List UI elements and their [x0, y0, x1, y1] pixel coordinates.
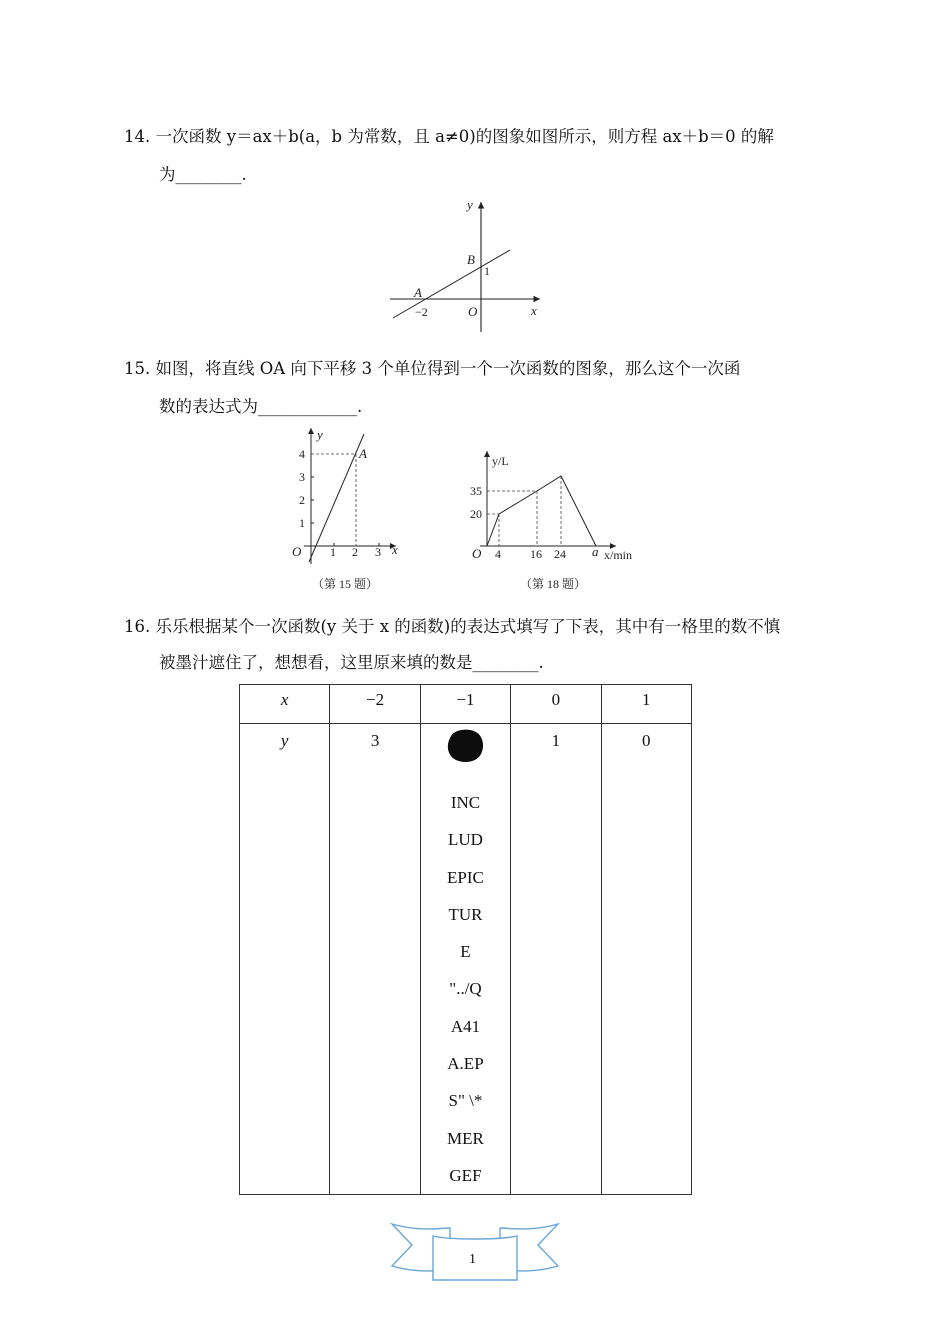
y-tick-label: 2 [299, 493, 305, 507]
origin-label: O [472, 546, 482, 561]
x-axis-label: x [392, 542, 398, 557]
x-tick-label: 3 [375, 545, 381, 559]
volume-polyline [487, 476, 596, 546]
table-cell: x [240, 685, 330, 724]
table-row-y [240, 724, 692, 1195]
page-number: 1 [469, 1252, 476, 1267]
table-row-x [240, 685, 692, 724]
question-text-line2: 数的表达式为____________. [159, 397, 363, 416]
y-tick-label: 3 [299, 470, 305, 484]
y-axis-label: y/L [492, 454, 509, 468]
table-cell: 1 [601, 685, 691, 724]
figure-q15-graph [286, 424, 416, 596]
function-line [393, 250, 510, 318]
question-text-line1: 乐乐根据某个一次函数(y 关于 x 的函数)的表达式填写了下表，其中有一格里的数不慎 [155, 617, 781, 636]
x-tick-label: 2 [352, 545, 358, 559]
tick-label-1: 1 [484, 264, 490, 278]
field-code-text: E [460, 942, 471, 962]
point-A-label: A [414, 285, 422, 300]
field-code-text: LUD [448, 830, 483, 850]
table-cell-ink-covered [420, 724, 510, 1195]
table-cell: −1 [420, 685, 510, 724]
table-cell: 1 [511, 724, 601, 1195]
y-tick-label: 4 [299, 447, 305, 461]
field-code-text: "../Q [449, 979, 482, 999]
table-cell: y [240, 724, 330, 1195]
question-text-line2: 为________. [159, 165, 247, 184]
origin-label: O [292, 544, 302, 559]
table-cell: 0 [601, 724, 691, 1195]
question-number: 14. [124, 127, 151, 146]
y-axis-label: y [467, 197, 473, 212]
ink-blot-icon [445, 728, 485, 764]
figure-q18-graph [466, 448, 650, 596]
page-footer [390, 1218, 560, 1292]
origin-label: O [468, 304, 478, 319]
tick-label-minus2: −2 [415, 305, 428, 319]
field-code-text: TUR [448, 904, 483, 924]
x-axis-label: x [531, 303, 537, 318]
field-code-text: EPIC [447, 867, 484, 887]
question-number: 15. [124, 359, 151, 378]
y-tick-label: 20 [470, 507, 482, 521]
table-cell: 3 [330, 724, 420, 1195]
x-tick-label: 24 [554, 547, 566, 561]
field-code-text: GEF [449, 1165, 482, 1185]
point-A-label: A [359, 446, 367, 461]
field-code-text: A41 [450, 1016, 481, 1036]
value-table [239, 684, 692, 1195]
x-tick-label: 4 [495, 547, 501, 561]
figure-caption: （第 15 题） [312, 577, 379, 591]
field-code-text: INC [450, 793, 481, 812]
question-number: 16. [124, 617, 151, 636]
x-axis-label: x/min [604, 548, 633, 562]
y-axis-label: y [317, 427, 323, 442]
figure-q14-graph [388, 196, 548, 336]
x-tick-label: 1 [330, 545, 336, 559]
x-tick-label: 16 [530, 547, 542, 561]
question-text-line2: 被墨汁遮住了，想想看，这里原来填的数是________. [159, 653, 544, 672]
y-tick-label: 1 [299, 516, 305, 530]
table-cell: −2 [330, 685, 420, 724]
figure-caption: （第 18 题） [520, 577, 587, 591]
field-code-text: A.EP [447, 1054, 484, 1074]
point-a-label: a [592, 544, 599, 559]
question-text-line1: 一次函数 y＝ax＋b(a，b 为常数，且 a≠0)的图象如图所示，则方程 ax＋b＝0 的解 [155, 127, 774, 146]
field-code-text: S" \* [448, 1091, 483, 1111]
question-text-line1: 如图，将直线 OA 向下平移 3 个单位得到一个一次函数的图象，那么这个一次函 [155, 359, 741, 378]
y-tick-label: 35 [470, 484, 482, 498]
line-OA [309, 434, 364, 562]
field-code-text: MER [447, 1128, 484, 1148]
point-B-label: B [467, 252, 475, 267]
table-cell: 0 [511, 685, 601, 724]
